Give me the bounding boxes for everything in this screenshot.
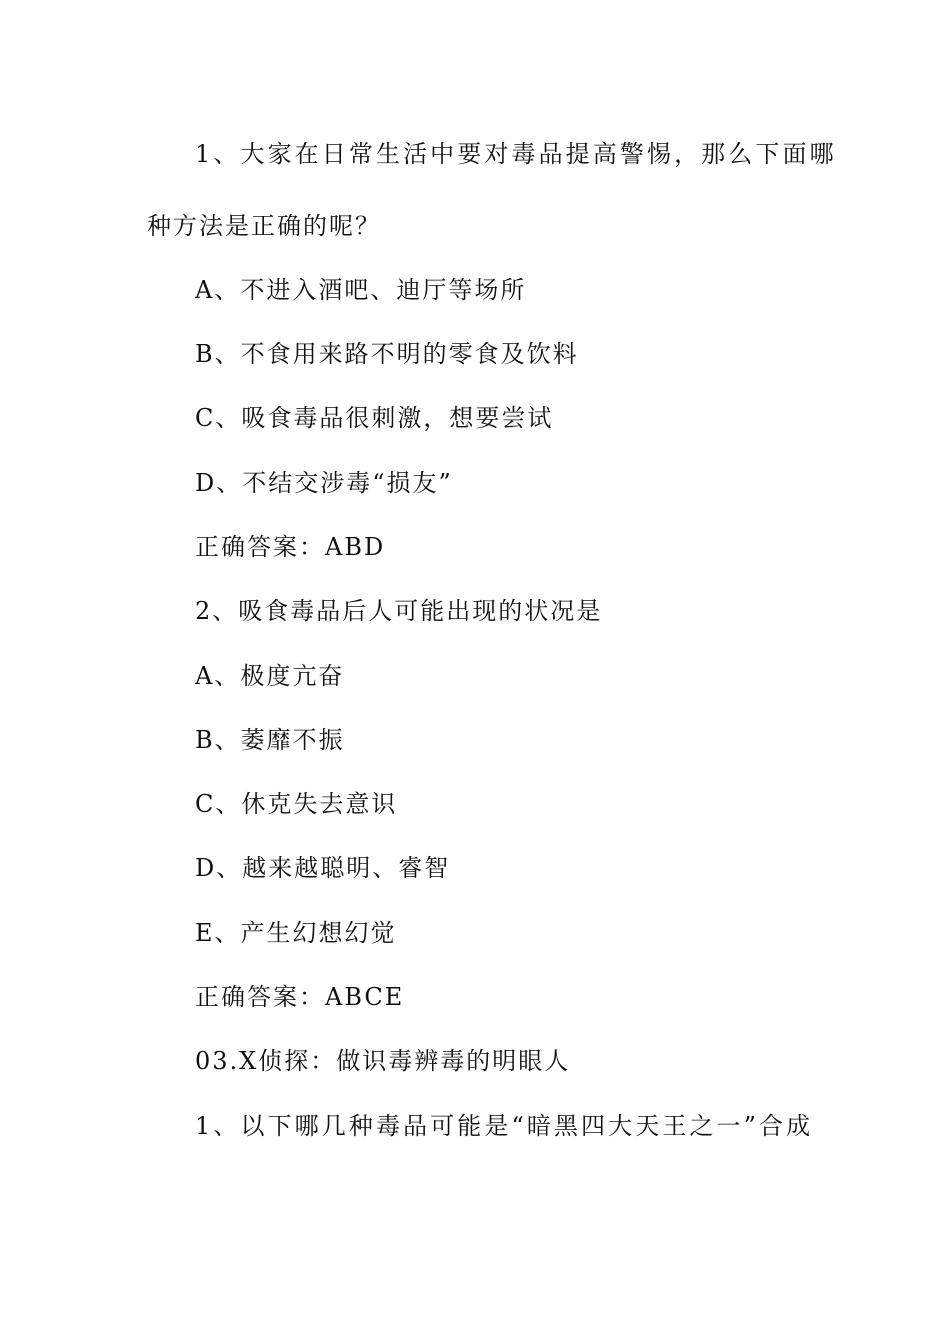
section-heading: 03.X侦探：做识毒辨毒的明眼人 bbox=[195, 1047, 571, 1075]
question-1-text-line-1: 1、大家在日常生活中要对毒品提高警惕，那么下面哪 bbox=[195, 140, 837, 168]
question-2-option-d: D、越来越聪明、睿智 bbox=[195, 854, 451, 882]
question-1-option-c: C、吸食毒品很刺激，想要尝试 bbox=[195, 404, 554, 432]
question-2-text: 2、吸食毒品后人可能出现的状况是 bbox=[195, 597, 603, 625]
question-1-option-d: D、不结交涉毒“损友” bbox=[195, 469, 453, 497]
question-2-option-c: C、休克失去意识 bbox=[195, 790, 398, 818]
question-1-text-line-2: 种方法是正确的呢？ bbox=[147, 212, 381, 240]
question-2-option-e: E、产生幻想幻觉 bbox=[195, 919, 397, 947]
question-1-answer: 正确答案：ABD bbox=[195, 533, 386, 561]
question-2-option-b: B、萎靡不振 bbox=[195, 726, 345, 754]
question-2-answer: 正确答案：ABCE bbox=[195, 983, 405, 1011]
question-3-text-line-1: 1、以下哪几种毒品可能是“暗黑四大天王之一”合成 bbox=[195, 1112, 814, 1140]
question-1-option-a: A、不进入酒吧、迪厅等场所 bbox=[195, 276, 527, 304]
question-2-option-a: A、极度亢奋 bbox=[195, 662, 345, 690]
question-1-option-b: B、不食用来路不明的零食及饮料 bbox=[195, 340, 579, 368]
